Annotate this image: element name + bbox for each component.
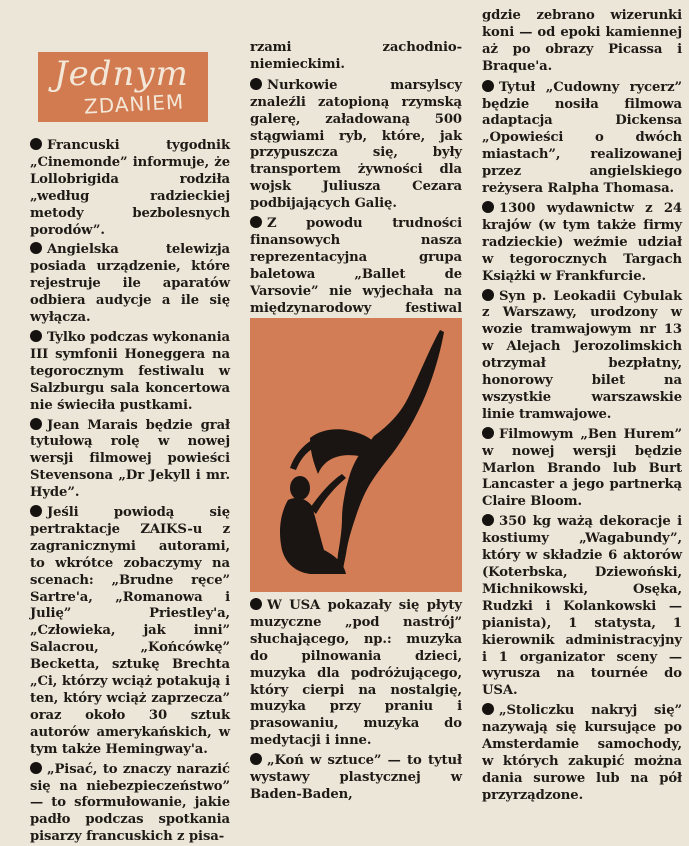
news-item: Z powodu trudności finansowych nasza reprezentacyjna grupa baletowa „Ballet de Varsovie” nie wyjechała na międzynarodowy festiwal [250,216,462,316]
column-2-bottom [250,598,462,800]
masthead-script-word: Jednym [54,54,189,94]
news-item: Tylko podczas wykonania III symfonii Honeggera na tegorocznym festiwalu w Salzburgu sala koncertowa nie świeciła pustkami. [30,329,230,413]
bullet-icon [250,216,262,228]
bullet-icon [482,201,494,213]
bullet-icon [30,762,42,774]
news-item: 1300 wydawnictw z 24 krajów (w tym także firmy radzieckie) weźmie udział w tegorocznych Targach Książki w Frankfurcie. [482,200,682,284]
news-item: Nurkowie marsylscy znaleźli zatopioną rzymską galerę, załadowaną 500 stągwiami ryb, które, jak przypuszcza się, były transportem żywności dla wojsk Juliusza Cezara podbijających Galię. [250,77,462,212]
bullet-icon [482,703,494,715]
news-item: Francuski tygodnik „Cinemonde” informuje, że Lollobrigida rodziła „według radzieckiej metody bezbolesnych porodów”. [30,138,230,238]
bullet-icon [482,427,494,439]
news-item: „Stoliczku nakryj się” nazywają się kursujące po Amsterdamie samochody, w których zakupić można dania surowe lub na pół przyrządzone. [482,703,682,803]
news-item: „Koń w sztuce” — to tytuł wystawy plastycznej w Baden-Baden, [250,753,462,802]
bullet-icon [30,242,42,254]
news-item: „Pisać, to znaczy narazić się na niebezpieczeństwo” — to sformułowanie, jakie padło podczas spotkania pisarzy francuskich z pisa- [30,761,230,845]
bullet-icon [250,753,262,765]
continued-text: gdzie zebrano wizerunki koni — od epoki kamiennej aż po obrazy Picassa i Braque'a. [482,8,682,74]
bullet-icon [482,514,494,526]
bullet-icon [30,330,42,342]
news-item: 350 kg ważą dekoracje i kostiumy „Wagabundy”, który w składzie 6 aktorów (Koterbska, Dziewoński, Michnikowski, Osęka, Rudzki i Kolankowski — pianista), 1 statysta, 1 kierownik administracyjny i 1 organizator sceny — wyrusza na tournée do USA. [482,514,682,699]
bullet-icon [30,505,42,517]
column-1 [30,138,230,845]
bullet-icon [482,80,494,92]
bullet-icon [482,289,494,301]
news-item: Jean Marais będzie grał tytułową rolę w nowej wersji filmowej powieści Stevensona „Dr Jekyll i mr. Hyde”. [30,417,230,501]
bullet-icon [30,418,42,430]
bullet-icon [250,598,262,610]
news-item: W USA pokazały się płyty muzyczne „pod nastrój” słuchającego, np.: muzyka do pilnowania dzieci, muzyka dla podróżującego, który cierpi na nostalgię, muzyka przy praniu i prasowaniu, muzyka do medytacji i inne. [250,598,462,749]
dancer-silhouette-icon [250,318,462,592]
dancer-photo [250,318,462,592]
masthead [38,52,208,122]
news-item: Syn p. Leokadii Cybulak z Warszawy, urodzony w wozie tramwajowym nr 13 w Alejach Jerozolimskich otrzymał bezpłatny, honorowy bilet na wszystkie warszawskie linie tramwajowe. [482,288,682,422]
news-item: Jeśli powiodą się pertraktacje ZAIKS-u z zagranicznymi autorami, to wkrótce zobaczymy na scenach: „Brudne ręce” Sartre'a, „Romanowa i Julię” Priestley'a, „Człowieka, jak inni” Salacrou, „Końcówkę” Becketta, sztukę Brechta „Ci, którzy wciąż potakują i ten, który wciąż zaprzecza” oraz około 30 sztuk autorów amerykańskich, w tym także Hemingway'a. [30,505,230,757]
column-3 [482,8,682,808]
news-item: Filmowym „Ben Hurem” w nowej wersji będzie Marlon Brando lub Burt Lancaster a jego partnerką Claire Bloom. [482,426,682,510]
masthead-caps-word: ZDANIEM [83,89,185,119]
bullet-icon [250,78,262,90]
continued-text: rzami zachodnio-niemieckimi. [250,40,462,72]
news-item: Tytuł „Cudowny rycerz” będzie nosiła filmowa adaptacja Dickensa „Opowieści o dwóch miastach”, realizowanej przez angielskiego reżysera Ralpha Thomasa. [482,79,682,197]
bullet-icon [30,138,42,150]
news-item: Angielska telewizja posiada urządzenie, które rejestruje ile aparatów odbiera audycje a ile się wyłącza. [30,242,230,326]
